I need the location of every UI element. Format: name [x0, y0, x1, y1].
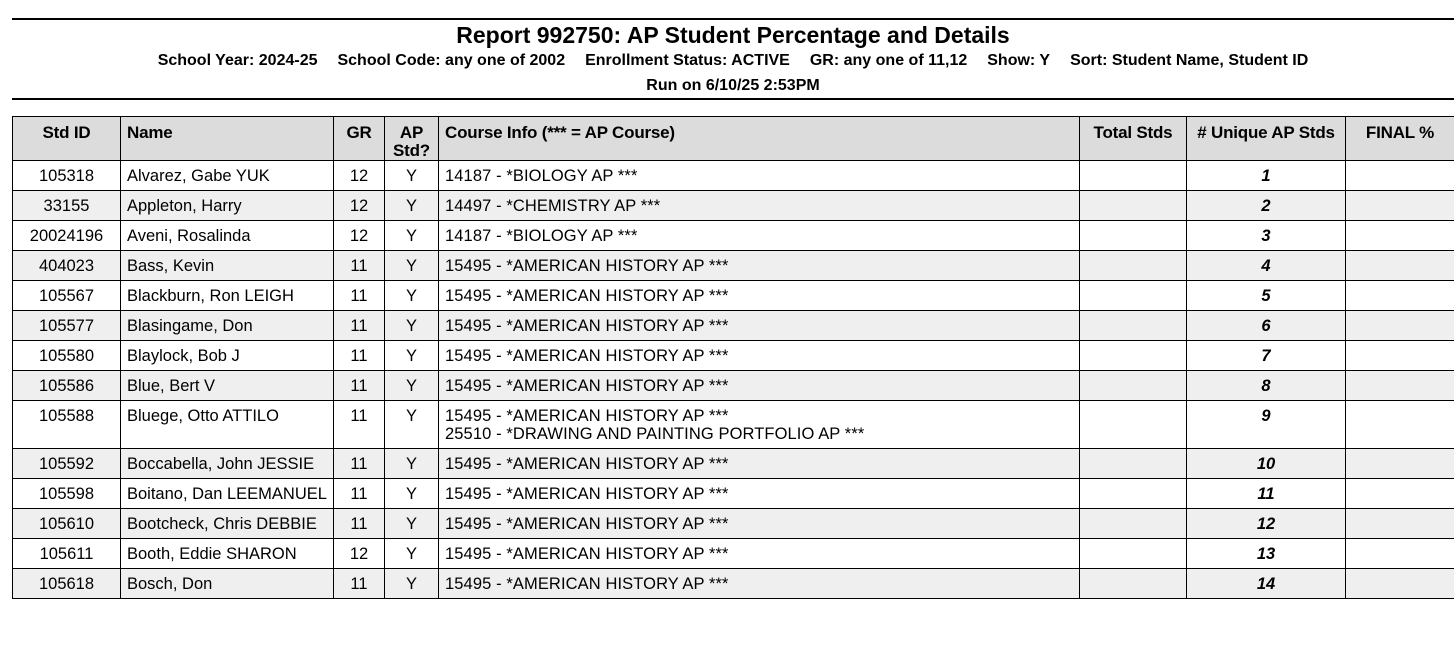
cell-ap-std: Y	[385, 371, 439, 401]
cell-total-stds	[1080, 221, 1187, 251]
cell-gr: 11	[334, 341, 385, 371]
cell-name: Blaylock, Bob J	[121, 341, 334, 371]
cell-gr: 12	[334, 191, 385, 221]
cell-course-info	[439, 161, 1080, 191]
cell-gr: 11	[334, 479, 385, 509]
col-header-ap-std-line2: Std?	[393, 141, 430, 160]
cell-course-info	[439, 221, 1080, 251]
cell-std-id: 105567	[13, 281, 121, 311]
cell-course-info	[439, 479, 1080, 509]
cell-final-pct	[1346, 449, 1454, 479]
col-header-unique-ap-stds: # Unique AP Stds	[1187, 117, 1346, 161]
cell-ap-std: Y	[385, 449, 439, 479]
cell-name: Appleton, Harry	[121, 191, 334, 221]
cell-final-pct	[1346, 569, 1454, 599]
cell-gr: 11	[334, 449, 385, 479]
course-entry: 25510 - *DRAWING AND PAINTING PORTFOLIO AP ***	[445, 425, 865, 443]
cell-course-info	[439, 191, 1080, 221]
cell-ap-std: Y	[385, 161, 439, 191]
cell-unique-ap-stds: 2	[1187, 191, 1346, 221]
cell-unique-ap-stds: 4	[1187, 251, 1346, 281]
cell-course-info	[439, 509, 1080, 539]
cell-gr: 11	[334, 509, 385, 539]
cell-total-stds	[1080, 191, 1187, 221]
param-school-code: School Code: any one of 2002	[337, 52, 566, 69]
param-school-year: School Year: 2024-25	[157, 52, 318, 69]
table-row	[13, 509, 1454, 539]
course-entry: 15495 - *AMERICAN HISTORY AP ***	[445, 515, 729, 533]
cell-unique-ap-stds: 11	[1187, 479, 1346, 509]
cell-course-info	[439, 341, 1080, 371]
cell-total-stds	[1080, 281, 1187, 311]
cell-name: Bootcheck, Chris DEBBIE	[121, 509, 334, 539]
cell-unique-ap-stds: 6	[1187, 311, 1346, 341]
cell-final-pct	[1346, 191, 1454, 221]
cell-ap-std: Y	[385, 251, 439, 281]
cell-gr: 11	[334, 371, 385, 401]
cell-name: Aveni, Rosalinda	[121, 221, 334, 251]
cell-final-pct	[1346, 371, 1454, 401]
cell-gr: 12	[334, 539, 385, 569]
cell-std-id: 105318	[13, 161, 121, 191]
table-row	[13, 479, 1454, 509]
cell-unique-ap-stds: 8	[1187, 371, 1346, 401]
cell-course-info	[439, 371, 1080, 401]
table-row	[13, 191, 1454, 221]
cell-name: Alvarez, Gabe YUK	[121, 161, 334, 191]
cell-std-id: 105580	[13, 341, 121, 371]
cell-ap-std: Y	[385, 221, 439, 251]
table-row	[13, 569, 1454, 599]
cell-name: Bosch, Don	[121, 569, 334, 599]
cell-final-pct	[1346, 221, 1454, 251]
cell-name: Boccabella, John JESSIE	[121, 449, 334, 479]
cell-total-stds	[1080, 569, 1187, 599]
col-header-final-pct: FINAL %	[1346, 117, 1454, 161]
col-header-total-stds: Total Stds	[1080, 117, 1187, 161]
cell-gr: 11	[334, 311, 385, 341]
cell-total-stds	[1080, 251, 1187, 281]
table-header-row	[13, 117, 1454, 161]
table-row	[13, 539, 1454, 569]
col-header-gr: GR	[334, 117, 385, 161]
report-parameters	[12, 51, 1454, 71]
cell-name: Blue, Bert V	[121, 371, 334, 401]
table-body	[13, 161, 1454, 599]
cell-std-id: 105586	[13, 371, 121, 401]
cell-name: Blackburn, Ron LEIGH	[121, 281, 334, 311]
cell-final-pct	[1346, 479, 1454, 509]
course-entry: 15495 - *AMERICAN HISTORY AP ***	[445, 257, 729, 275]
cell-std-id: 20024196	[13, 221, 121, 251]
cell-unique-ap-stds: 10	[1187, 449, 1346, 479]
cell-total-stds	[1080, 341, 1187, 371]
cell-final-pct	[1346, 539, 1454, 569]
cell-total-stds	[1080, 539, 1187, 569]
cell-ap-std: Y	[385, 479, 439, 509]
cell-total-stds	[1080, 311, 1187, 341]
course-entry: 15495 - *AMERICAN HISTORY AP ***	[445, 545, 729, 563]
col-header-course-info: Course Info (*** = AP Course)	[439, 117, 1080, 161]
ap-student-table	[12, 116, 1454, 599]
col-header-std-id: Std ID	[13, 117, 121, 161]
cell-std-id: 105610	[13, 509, 121, 539]
param-grade: GR: any one of 11,12	[809, 52, 968, 69]
course-entry: 15495 - *AMERICAN HISTORY AP ***	[445, 455, 729, 473]
cell-course-info	[439, 311, 1080, 341]
cell-total-stds	[1080, 161, 1187, 191]
cell-course-info	[439, 251, 1080, 281]
course-entry: 15495 - *AMERICAN HISTORY AP ***	[445, 317, 729, 335]
cell-final-pct	[1346, 341, 1454, 371]
cell-final-pct	[1346, 509, 1454, 539]
col-header-name: Name	[121, 117, 334, 161]
table-row	[13, 161, 1454, 191]
cell-final-pct	[1346, 311, 1454, 341]
cell-total-stds	[1080, 401, 1187, 449]
cell-gr: 11	[334, 569, 385, 599]
cell-name: Bass, Kevin	[121, 251, 334, 281]
cell-final-pct	[1346, 281, 1454, 311]
cell-std-id: 105618	[13, 569, 121, 599]
cell-ap-std: Y	[385, 569, 439, 599]
cell-unique-ap-stds: 5	[1187, 281, 1346, 311]
run-timestamp: Run on 6/10/25 2:53PM	[646, 77, 820, 94]
cell-unique-ap-stds: 14	[1187, 569, 1346, 599]
cell-ap-std: Y	[385, 539, 439, 569]
course-entry: 14497 - *CHEMISTRY AP ***	[445, 197, 661, 215]
course-entry: 15495 - *AMERICAN HISTORY AP ***	[445, 407, 729, 425]
cell-final-pct	[1346, 251, 1454, 281]
cell-unique-ap-stds: 13	[1187, 539, 1346, 569]
cell-gr: 12	[334, 221, 385, 251]
cell-std-id: 105577	[13, 311, 121, 341]
table-row	[13, 311, 1454, 341]
course-entry: 15495 - *AMERICAN HISTORY AP ***	[445, 575, 729, 593]
cell-ap-std: Y	[385, 311, 439, 341]
cell-course-info	[439, 539, 1080, 569]
header-rule	[12, 98, 1454, 100]
cell-unique-ap-stds: 3	[1187, 221, 1346, 251]
cell-total-stds	[1080, 371, 1187, 401]
cell-name: Boitano, Dan LEEMANUEL	[121, 479, 334, 509]
cell-gr: 11	[334, 251, 385, 281]
cell-total-stds	[1080, 449, 1187, 479]
cell-ap-std: Y	[385, 341, 439, 371]
cell-std-id: 105588	[13, 401, 121, 449]
cell-ap-std: Y	[385, 401, 439, 449]
cell-course-info	[439, 281, 1080, 311]
cell-final-pct	[1346, 401, 1454, 449]
course-entry: 14187 - *BIOLOGY AP ***	[445, 167, 638, 185]
param-enrollment-status: Enrollment Status: ACTIVE	[585, 52, 790, 69]
cell-unique-ap-stds: 12	[1187, 509, 1346, 539]
table-row	[13, 251, 1454, 281]
table-row	[13, 221, 1454, 251]
table-row	[13, 281, 1454, 311]
param-show: Show: Y	[987, 52, 1051, 69]
cell-final-pct	[1346, 161, 1454, 191]
cell-std-id: 105598	[13, 479, 121, 509]
course-entry: 14187 - *BIOLOGY AP ***	[445, 227, 638, 245]
cell-std-id: 105611	[13, 539, 121, 569]
cell-course-info	[439, 569, 1080, 599]
cell-total-stds	[1080, 509, 1187, 539]
cell-gr: 11	[334, 401, 385, 449]
cell-std-id: 404023	[13, 251, 121, 281]
cell-gr: 11	[334, 281, 385, 311]
cell-total-stds	[1080, 479, 1187, 509]
course-entry: 15495 - *AMERICAN HISTORY AP ***	[445, 485, 729, 503]
table-row	[13, 341, 1454, 371]
cell-ap-std: Y	[385, 281, 439, 311]
cell-unique-ap-stds: 7	[1187, 341, 1346, 371]
top-rule	[12, 18, 1454, 20]
cell-std-id: 105592	[13, 449, 121, 479]
cell-name: Bluege, Otto ATTILO	[121, 401, 334, 449]
cell-std-id: 33155	[13, 191, 121, 221]
cell-course-info	[439, 449, 1080, 479]
cell-course-info	[439, 401, 1080, 449]
param-sort: Sort: Student Name, Student ID	[1070, 52, 1309, 69]
cell-unique-ap-stds: 9	[1187, 401, 1346, 449]
course-entry: 15495 - *AMERICAN HISTORY AP ***	[445, 377, 729, 395]
table-row	[13, 449, 1454, 479]
report-title: Report 992750: AP Student Percentage and Details	[456, 22, 1010, 48]
course-entry: 15495 - *AMERICAN HISTORY AP ***	[445, 347, 729, 365]
table-row	[13, 401, 1454, 449]
cell-gr: 12	[334, 161, 385, 191]
cell-ap-std: Y	[385, 509, 439, 539]
table-row	[13, 371, 1454, 401]
col-header-ap-std-line1: AP	[399, 123, 424, 142]
cell-unique-ap-stds: 1	[1187, 161, 1346, 191]
cell-name: Booth, Eddie SHARON	[121, 539, 334, 569]
course-entry: 15495 - *AMERICAN HISTORY AP ***	[445, 287, 729, 305]
cell-ap-std: Y	[385, 191, 439, 221]
col-header-ap-std	[385, 117, 439, 161]
cell-name: Blasingame, Don	[121, 311, 334, 341]
